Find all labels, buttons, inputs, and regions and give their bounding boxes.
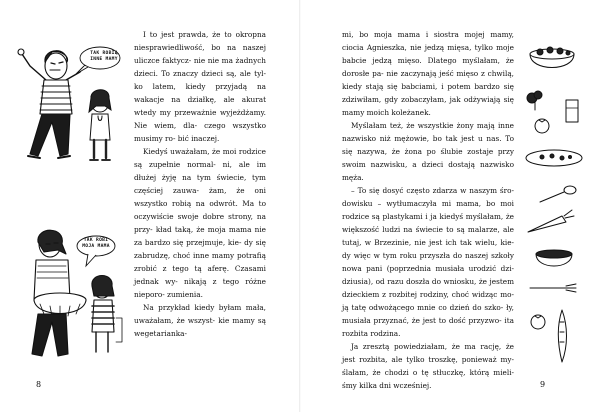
tomato-icon	[535, 119, 549, 133]
tomato-small-icon	[531, 315, 545, 329]
speech-bubble-bottom-text: TAK ROBI MOJA MAMA	[82, 238, 110, 249]
broccoli-icon	[527, 91, 542, 110]
right-page	[300, 0, 600, 412]
fork-icon	[530, 284, 576, 292]
soup-bowl-icon	[536, 250, 572, 266]
paragraph: I to jest prawda, że to okropna niesprawiedliwość, bo na naszej uliczce faktycz- nie nie ma żadnych dzieci. To znaczy dzieci są, ale tyl- ko latem, kiedy przyjadą na wakacje na działkę, ale akurat wtedy my przeważnie wyjeżdżamy. Nie wiem, dla- czego wszystko musimy ro- bić inaczej.	[134, 30, 267, 143]
carrot-icon	[528, 210, 574, 232]
paragraph: Kiedyś uważałam, że moi rodzice są zupełnie normal- ni, ale im dłużej żyję na tym świecie, tym częściej zauwa- żam, że oni wszystko robią na odwrót. Ma to oczywiście swoje dobre strony, na przy- kład taką, że moja mama nie za bardzo się przejmuje, kie- dy się zabrudzę, choć inne mamy potrafią zrobić z tego tą aferę. Czasami jednak wy- nikają z tego różne nieporo- zumienia.	[134, 147, 267, 299]
paragraph: mi, bo moja mama i siostra mojej mamy, ciocia Agnieszka, nie jedzą mięsa, tylko moje babcie jedzą mięso. Dlatego myślałam, że dorosłe pa- nie zaczynają jeść mięso z chwilą, kiedy stają się babciami, i potem bardzo się zdziwiłam, gdy zobaczyłam, jak odżywiają się mamy moich koleżanek.	[342, 30, 515, 117]
speech-bubble-top-text: TAK ROBIĄ INNE MAMY	[90, 51, 118, 62]
glass-icon	[566, 100, 578, 122]
page-number: 9	[540, 380, 546, 389]
left-page-text	[134, 28, 266, 340]
illustration-vegetarian-food	[522, 40, 592, 370]
paragraph: Myślałam też, że wszystkie żony mają inne nazwisko niż mężowie, bo tak jest u nas. To się nazywa, że żona po ślubie zostaje przy swoim nazwisku, a dzieci dostają nazwisko męża.	[342, 121, 514, 182]
salad-bowl-icon	[530, 47, 574, 68]
plate-icon	[526, 150, 582, 166]
right-page-text	[342, 28, 514, 392]
paragraph: Ja zresztą powiedziałam, że ma rację, że jest rozbita, ale tylko troszkę, ponieważ my- ślałam, że chodzi o tę stłuczkę, którą mieli- śmy kilka dni wcześniej.	[342, 342, 514, 390]
paragraph: – To się dosyć często zdarza w naszym śro- dowisku – wytłumaczyła mi mama, bo moi rodzice są plastykami i ja kiedyś myślałam, że większość ludzi na świecie to są malarze, ale tutaj, w Brzezinie, nie jest ich tak wielu, kie- dy więc w tym roku przyszła do naszej szkoły nowa pani (poprzednia musiała urodzić dzi- dziusia), od razu doszła do wniosku, że jestem dzieckiem z rozbitej rodziny, choć widząc mo- ją tatę odwożącego mnie co dzień do szko- ły, musiała przyznać, że jest to dość przyzwo- ita rozbita rodzina.	[342, 186, 514, 338]
spoon-icon	[540, 186, 576, 202]
cucumber-icon	[558, 310, 566, 362]
page-number: 8	[36, 380, 42, 389]
paragraph: Na przykład kiedy byłam mała, uważałam, że wszyst- kie mamy są wegetarianka-	[134, 303, 266, 338]
